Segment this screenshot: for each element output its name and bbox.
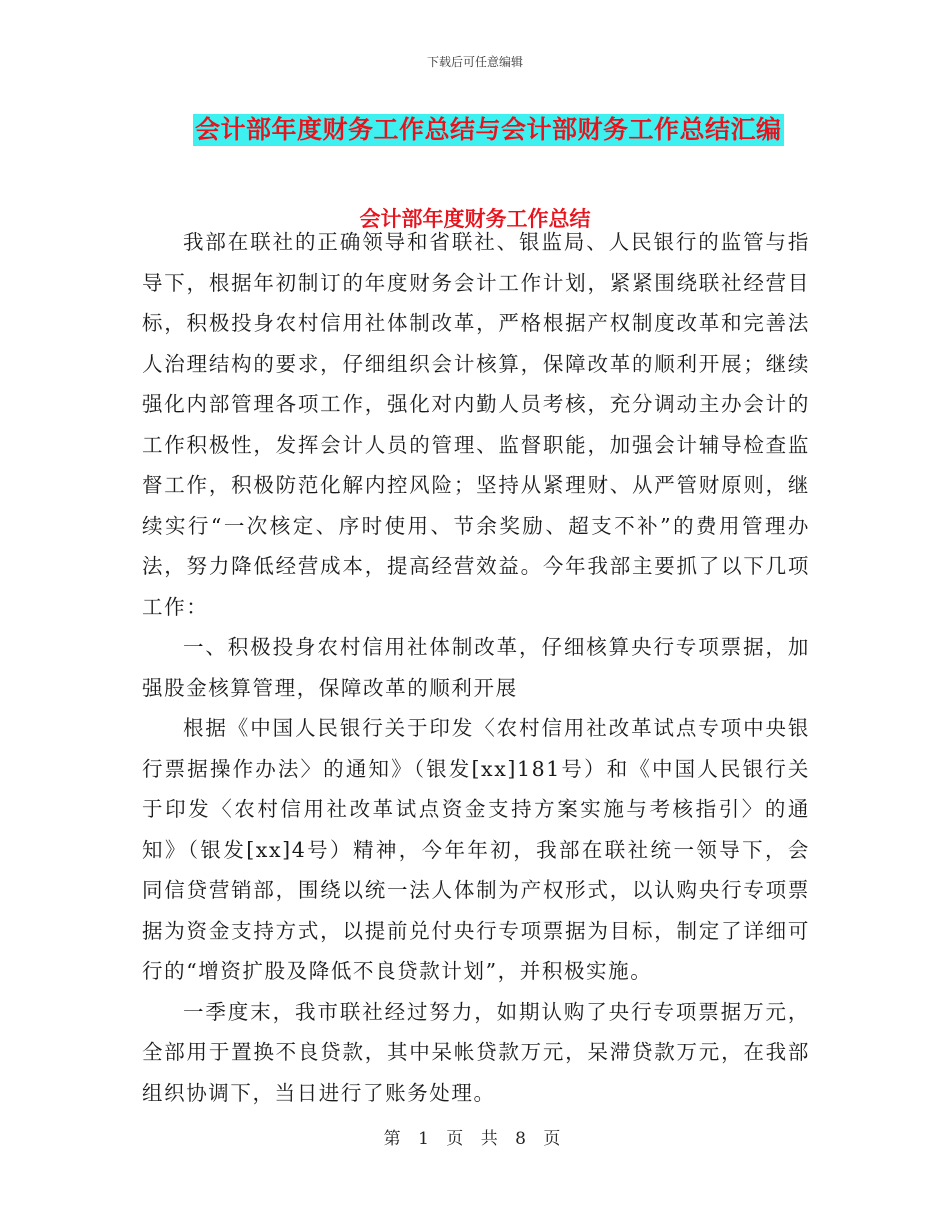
document-body (142, 222, 810, 1113)
paragraph-heading-1: 一、积极投身农村信用社体制改革，仔细核算央行专项票据，加强股金核算管理，保障改革的顺利开展 (142, 635, 810, 700)
document-main-title: 会计部年度财务工作总结与会计部财务工作总结汇编 (195, 115, 782, 144)
paragraph-notice: 根据《中国人民银行关于印发〈农村信用社改革试点专项中央银行票据操作办法〉的通知》（银发[xx]181号）和《中国人民银行关于印发〈农村信用社改革试点资金支持方案实施与考核指引〉的通知》（银发[xx]4号）精神，今年年初，我部在联社统一领导下，会同信贷营销部，围绕以统一法人体制为产权形式，以认购央行专项票据为资金支持方式，以提前兑付央行专项票据为目标，制定了详细可行的“增资扩股及降低不良贷款计划”，并积极实施。 (142, 716, 810, 983)
page-footer: 第 1 页 共 8 页 (383, 1129, 567, 1149)
paragraph-intro: 我部在联社的正确领导和省联社、银监局、人民银行的监管与指导下，根据年初制订的年度财务会计工作计划，紧紧围绕联社经营目标，积极投身农村信用社体制改革，严格根据产权制度改革和完善法人治理结构的要求，仔细组织会计核算，保障改革的顺利开展；继续强化内部管理各项工作，强化对内勤人员考核，充分调动主办会计的工作积极性，发挥会计人员的管理、监督职能，加强会计辅导检查监督工作，积极防范化解内控风险；坚持从紧理财、从严管财原则，继续实行“一次核定、序时使用、节余奖励、超支不补”的费用管理办法，努力降低经营成本，提高经营效益。今年我部主要抓了以下几项工作： (142, 230, 810, 619)
page-header-note: 下载后可任意编辑 (426, 55, 523, 69)
paragraph-q1: 一季度末，我市联社经过努力，如期认购了央行专项票据万元，全部用于置换不良贷款，其中呆帐贷款万元，呆滞贷款万元，在我部组织协调下，当日进行了账务处理。 (142, 999, 810, 1105)
section-title: 会计部年度财务工作总结 (359, 207, 591, 231)
